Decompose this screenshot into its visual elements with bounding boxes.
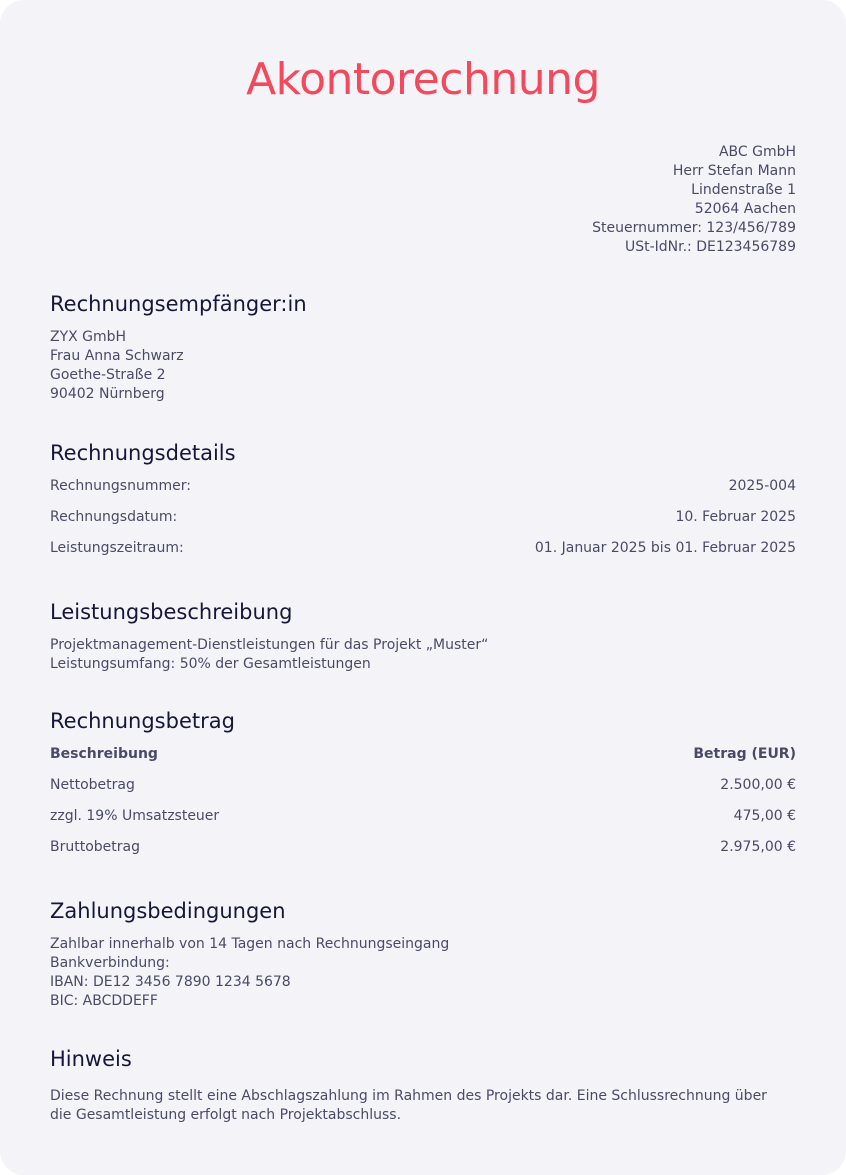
payment-line: BIC: ABCDDEFF: [50, 993, 158, 1009]
service-line: Projektmanagement-Dienstleistungen für das Projekt „Muster“: [50, 637, 489, 653]
sender-address: [50, 143, 796, 257]
amount-row: [50, 832, 796, 863]
amount-heading: Rechnungsbetrag: [50, 709, 235, 733]
recipient-line: Goethe-Straße 2: [50, 367, 166, 383]
service-description: [50, 636, 796, 674]
sender-line: 52064 Aachen: [694, 201, 796, 217]
recipient-line: ZYX GmbH: [50, 329, 127, 345]
payment-terms: [50, 935, 796, 1011]
column-header-amount: Betrag (EUR): [693, 746, 796, 762]
amount-header-row: [50, 739, 796, 770]
details-label: Rechnungsdatum:: [50, 509, 178, 525]
note-heading: Hinweis: [50, 1047, 132, 1071]
recipient-line: 90402 Nürnberg: [50, 386, 165, 402]
details-value: 10. Februar 2025: [675, 509, 796, 525]
details-value: 2025-004: [728, 478, 796, 494]
payment-line: Bankverbindung:: [50, 955, 170, 971]
details-label: Rechnungsnummer:: [50, 478, 191, 494]
details-table: [50, 471, 796, 564]
amount-label: Nettobetrag: [50, 777, 135, 793]
service-line: Leistungsumfang: 50% der Gesamtleistungen: [50, 656, 371, 672]
note-text: Diese Rechnung stellt eine Abschlagszahlung im Rahmen des Projekts dar. Eine Schlussrechnung über die Gesamtleistung erfolgt nach Projektabschluss.: [50, 1088, 767, 1123]
column-header-description: Beschreibung: [50, 746, 158, 762]
sender-line: USt-IdNr.: DE123456789: [624, 239, 796, 255]
service-heading: Leistungsbeschreibung: [50, 600, 293, 624]
amount-value: 475,00 €: [733, 808, 796, 824]
recipient-heading: Rechnungsempfänger:in: [50, 292, 307, 316]
amount-value: 2.975,00 €: [720, 839, 796, 855]
details-row: [50, 533, 796, 564]
payment-line: IBAN: DE12 3456 7890 1234 5678: [50, 974, 291, 990]
details-value: 01. Januar 2025 bis 01. Februar 2025: [534, 540, 796, 556]
recipient-line: Frau Anna Schwarz: [50, 348, 184, 364]
recipient-address: [50, 328, 796, 404]
payment-line: Zahlbar innerhalb von 14 Tagen nach Rechnungseingang: [50, 936, 450, 952]
details-row: [50, 502, 796, 533]
details-heading: Rechnungsdetails: [50, 441, 236, 465]
amount-table: [50, 739, 796, 863]
details-label: Leistungszeitraum:: [50, 540, 184, 556]
details-row: [50, 471, 796, 502]
amount-value: 2.500,00 €: [720, 777, 796, 793]
sender-line: Lindenstraße 1: [691, 182, 796, 198]
payment-heading: Zahlungsbedingungen: [50, 899, 286, 923]
sender-line: Herr Stefan Mann: [672, 163, 796, 179]
sender-line: ABC GmbH: [718, 144, 796, 160]
amount-label: zzgl. 19% Umsatzsteuer: [50, 808, 220, 824]
document-title: Akontorechnung: [246, 54, 600, 105]
amount-row: [50, 801, 796, 832]
amount-label: Bruttobetrag: [50, 839, 140, 855]
amount-row: [50, 770, 796, 801]
sender-line: Steuernummer: 123/456/789: [592, 220, 796, 236]
